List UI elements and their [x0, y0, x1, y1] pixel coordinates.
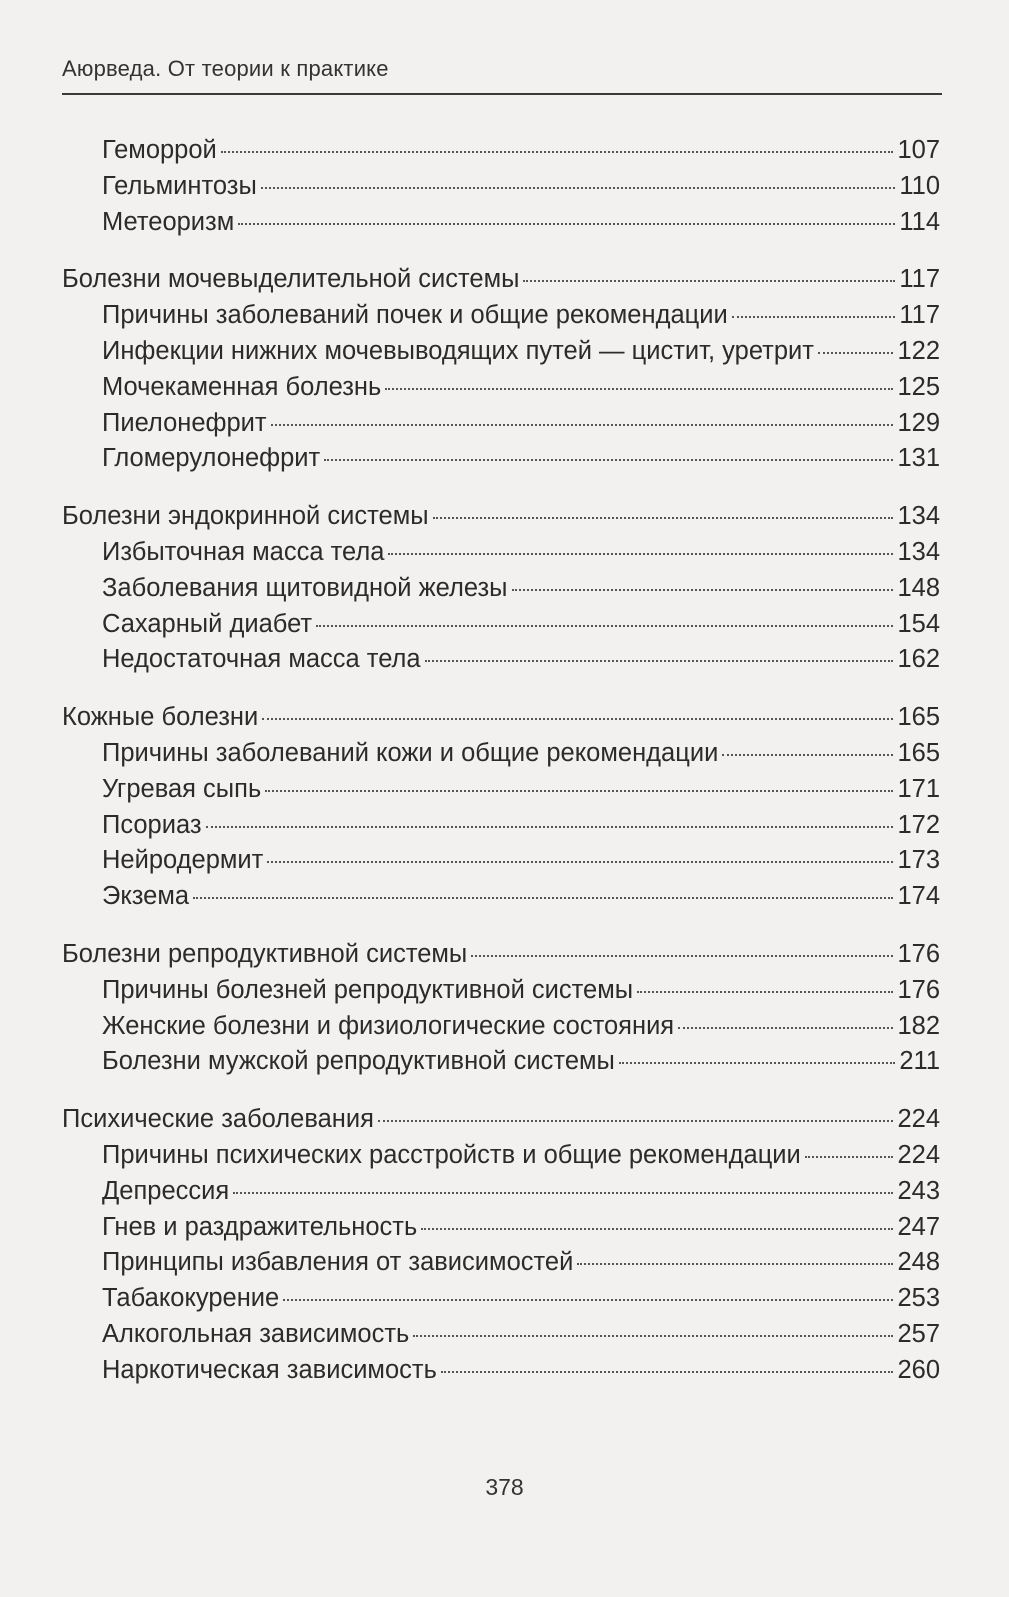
- toc-entry-title: Гломерулонефрит: [102, 444, 321, 473]
- toc-entry-title: Табакокурение: [102, 1284, 280, 1313]
- toc-subentry: [62, 133, 940, 169]
- toc-entry-page: 129: [897, 408, 940, 437]
- table-of-contents: [62, 133, 940, 1411]
- toc-chapter-entry: [62, 1102, 940, 1138]
- toc-entry-page: 224: [897, 1105, 940, 1134]
- dot-leader: [233, 1192, 893, 1194]
- toc-entry-page: 154: [897, 609, 940, 638]
- toc-subentry: [62, 879, 940, 915]
- toc-entry-title: Принципы избавления от зависимостей: [102, 1248, 574, 1277]
- toc-subentry: [62, 607, 940, 643]
- dot-leader: [433, 517, 894, 519]
- toc-subentry: [62, 406, 940, 442]
- toc-subentry: [62, 334, 940, 370]
- dot-leader: [378, 1120, 894, 1122]
- toc-section: [62, 1102, 940, 1388]
- header-rule: [62, 93, 942, 95]
- toc-entry-page: 243: [897, 1176, 940, 1205]
- toc-entry-page: 162: [897, 645, 940, 674]
- toc-entry-page: 211: [899, 1047, 940, 1076]
- dot-leader: [722, 754, 893, 756]
- dot-leader: [471, 955, 893, 957]
- toc-chapter-entry: [62, 262, 940, 298]
- toc-entry-page: 134: [897, 537, 940, 566]
- dot-leader: [577, 1263, 893, 1265]
- toc-entry-title: Причины заболеваний почек и общие рекомендации: [102, 301, 728, 330]
- toc-entry-title: Женские болезни и физиологические состояния: [102, 1011, 675, 1040]
- toc-entry-title: Заболевания щитовидной железы: [102, 573, 508, 602]
- toc-entry-page: 182: [897, 1011, 940, 1040]
- dot-leader: [283, 1299, 893, 1301]
- dot-leader: [678, 1027, 893, 1029]
- dot-leader: [193, 897, 893, 899]
- dot-leader: [512, 589, 894, 591]
- dot-leader: [413, 1335, 893, 1337]
- toc-entry-page: 117: [899, 265, 940, 294]
- toc-subentry: [62, 843, 940, 879]
- toc-entry-page: 253: [897, 1284, 940, 1313]
- toc-entry-title: Болезни мужской репродуктивной системы: [102, 1047, 615, 1076]
- page-number: 378: [485, 1474, 524, 1500]
- dot-leader: [261, 187, 896, 189]
- toc-entry-page: 125: [897, 372, 940, 401]
- toc-entry-title: Геморрой: [102, 136, 217, 164]
- toc-entry-title: Угревая сыпь: [102, 774, 262, 803]
- toc-section: [62, 499, 940, 678]
- toc-entry-title: Метеоризм: [102, 207, 235, 236]
- toc-entry-title: Наркотическая зависимость: [102, 1355, 437, 1384]
- toc-chapter-entry: [62, 700, 940, 736]
- dot-leader: [267, 861, 893, 863]
- toc-subentry: [62, 298, 940, 334]
- toc-entry-title: Пиелонефрит: [102, 408, 267, 437]
- toc-entry-page: 134: [897, 502, 940, 531]
- toc-entry-page: 257: [897, 1319, 940, 1348]
- toc-entry-page: 176: [897, 939, 940, 968]
- toc-subentry: [62, 1138, 940, 1174]
- toc-entry-title: Недостаточная масса тела: [102, 645, 421, 674]
- toc-chapter-entry: [62, 499, 940, 535]
- toc-entry-title: Болезни репродуктивной системы: [62, 939, 468, 968]
- toc-entry-title: Гнев и раздражительность: [102, 1212, 418, 1241]
- toc-entry-title: Экзема: [102, 882, 190, 911]
- dot-leader: [818, 352, 894, 354]
- toc-entry-page: 131: [897, 444, 940, 473]
- dot-leader: [385, 388, 893, 390]
- toc-subentry: [62, 370, 940, 406]
- toc-subentry: [62, 1174, 940, 1210]
- dot-leader: [316, 625, 893, 627]
- toc-entry-page: 165: [897, 738, 940, 767]
- toc-section: [62, 133, 940, 240]
- toc-entry-page: 165: [897, 703, 940, 732]
- toc-entry-page: 107: [897, 136, 940, 164]
- toc-section: [62, 700, 940, 915]
- dot-leader: [619, 1062, 895, 1064]
- toc-entry-title: Болезни эндокринной системы: [62, 502, 429, 531]
- toc-entry-page: 224: [897, 1140, 940, 1169]
- toc-entry-page: 172: [897, 810, 940, 839]
- dot-leader: [265, 790, 893, 792]
- toc-entry-title: Причины заболеваний кожи и общие рекомендации: [102, 738, 719, 767]
- toc-entry-page: 173: [897, 846, 940, 875]
- toc-subentry: [62, 1044, 940, 1080]
- toc-entry-title: Сахарный диабет: [102, 609, 313, 638]
- toc-section: [62, 262, 940, 477]
- toc-entry-title: Психические заболевания: [62, 1105, 374, 1134]
- toc-subentry: [62, 571, 940, 607]
- toc-subentry: [62, 736, 940, 772]
- toc-subentry: [62, 1245, 940, 1281]
- toc-entry-page: 117: [899, 301, 940, 330]
- toc-subentry: [62, 1009, 940, 1045]
- toc-subentry: [62, 1281, 940, 1317]
- toc-entry-title: Алкогольная зависимость: [102, 1319, 410, 1348]
- toc-subentry: [62, 441, 940, 477]
- toc-subentry: [62, 1210, 940, 1246]
- dot-leader: [221, 151, 894, 153]
- dot-leader: [805, 1156, 894, 1158]
- toc-entry-title: Мочекаменная болезнь: [102, 372, 382, 401]
- toc-entry-page: 260: [897, 1355, 940, 1384]
- dot-leader: [523, 280, 895, 282]
- toc-subentry: [62, 1353, 940, 1389]
- toc-entry-title: Инфекции нижних мочевыводящих путей — цистит, уретрит: [102, 336, 814, 365]
- dot-leader: [206, 826, 894, 828]
- toc-entry-title: Псориаз: [102, 810, 202, 839]
- dot-leader: [238, 223, 895, 225]
- running-head: Аюрведа. От теории к практике: [62, 56, 389, 81]
- toc-entry-title: Нейродермит: [102, 846, 264, 875]
- toc-entry-title: Кожные болезни: [62, 703, 259, 732]
- dot-leader: [732, 316, 896, 318]
- dot-leader: [425, 660, 894, 662]
- toc-entry-page: 171: [897, 774, 940, 803]
- dot-leader: [271, 424, 894, 426]
- toc-entry-title: Гельминтозы: [102, 171, 257, 200]
- dot-leader: [441, 1371, 894, 1373]
- toc-section: [62, 937, 940, 1080]
- toc-entry-page: 148: [897, 573, 940, 602]
- toc-subentry: [62, 169, 940, 205]
- dot-leader: [421, 1228, 893, 1230]
- toc-entry-page: 176: [897, 975, 940, 1004]
- toc-subentry: [62, 772, 940, 808]
- dot-leader: [324, 459, 893, 461]
- toc-entry-page: 248: [897, 1248, 940, 1277]
- toc-entry-page: 247: [897, 1212, 940, 1241]
- dot-leader: [262, 718, 893, 720]
- toc-subentry: [62, 535, 940, 571]
- dot-leader: [388, 553, 893, 555]
- toc-entry-title: Избыточная масса тела: [102, 537, 385, 566]
- dot-leader: [637, 991, 893, 993]
- toc-subentry: [62, 808, 940, 844]
- toc-entry-page: 174: [897, 882, 940, 911]
- toc-entry-title: Депрессия: [102, 1176, 230, 1205]
- toc-subentry: [62, 973, 940, 1009]
- toc-subentry: [62, 205, 940, 241]
- toc-entry-title: Причины психических расстройств и общие рекомендации: [102, 1140, 801, 1169]
- toc-subentry: [62, 1317, 940, 1353]
- toc-entry-page: 110: [899, 171, 940, 200]
- toc-subentry: [62, 642, 940, 678]
- toc-entry-title: Причины болезней репродуктивной системы: [102, 975, 634, 1004]
- toc-entry-page: 122: [897, 336, 940, 365]
- toc-entry-title: Болезни мочевыделительной системы: [62, 265, 520, 294]
- toc-chapter-entry: [62, 937, 940, 973]
- toc-entry-page: 114: [899, 207, 940, 236]
